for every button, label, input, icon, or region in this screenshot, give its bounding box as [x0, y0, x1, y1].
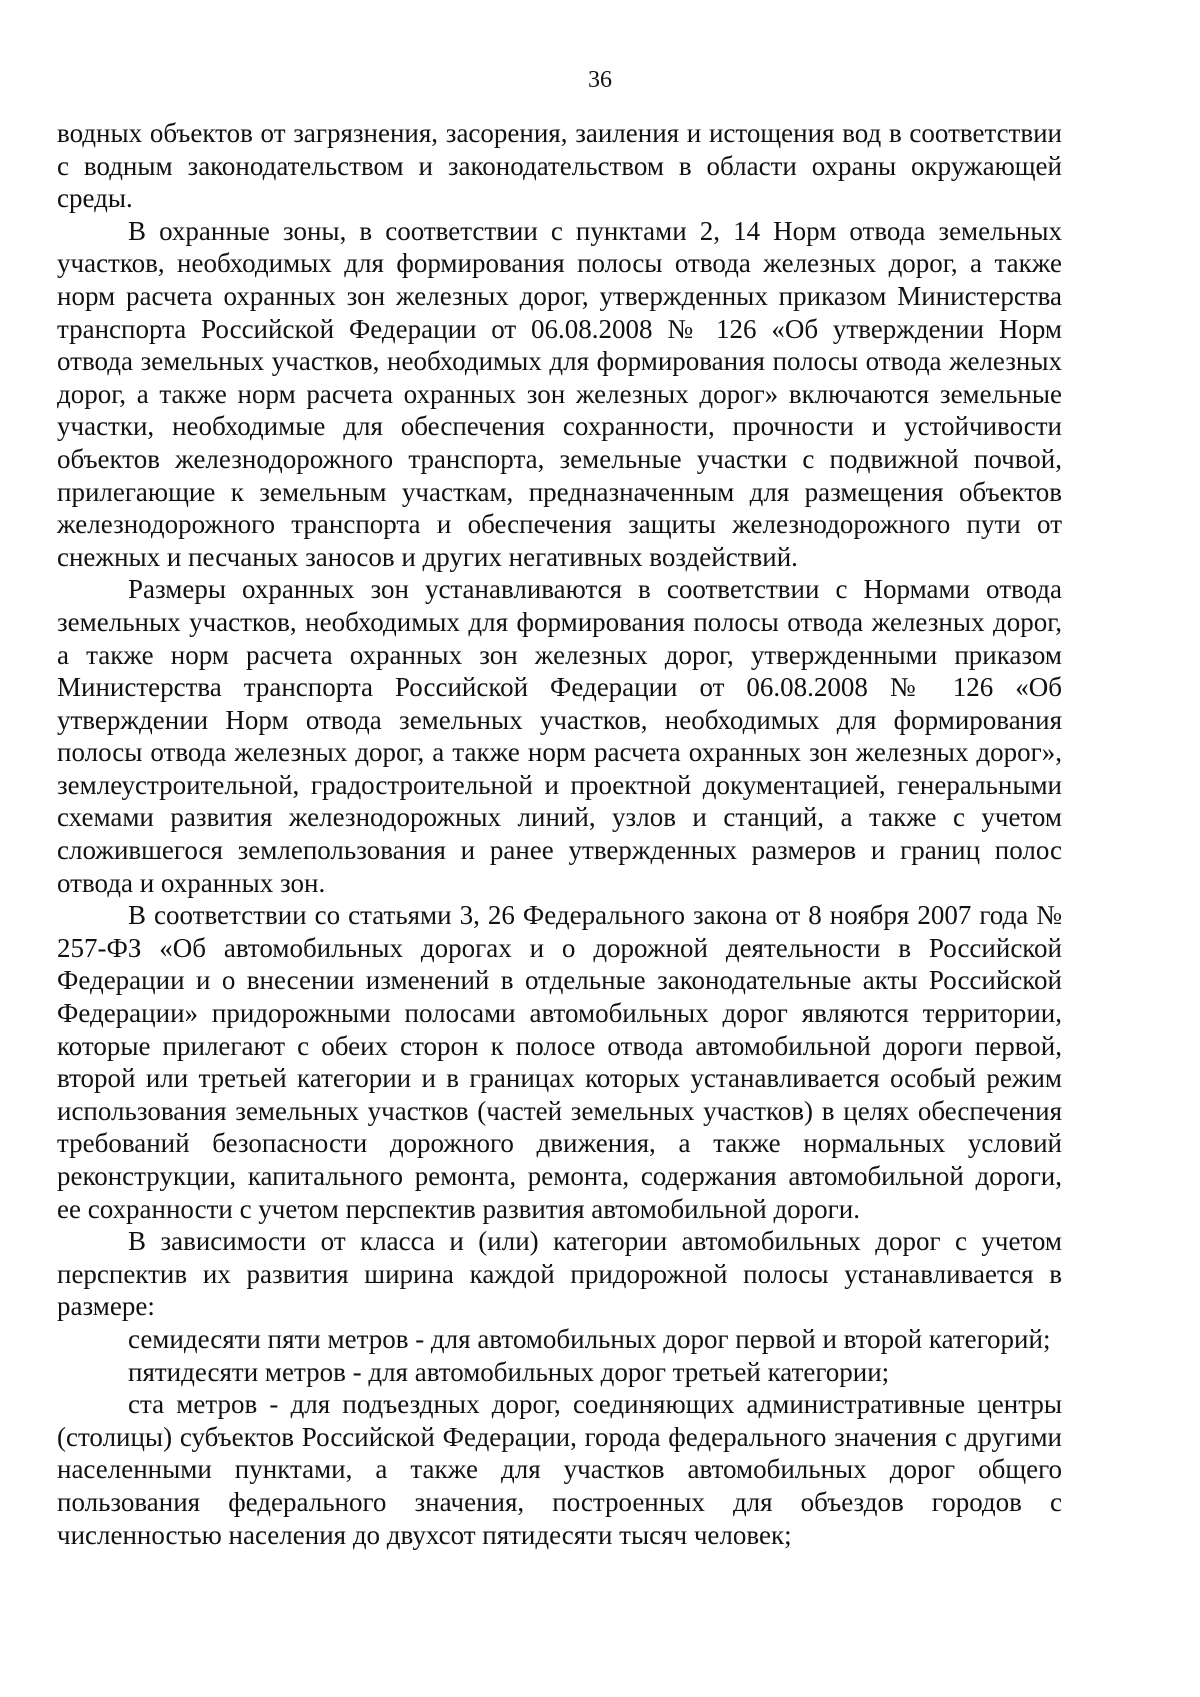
paragraph-protection-zone-sizes: Размеры охранных зон устанавливаются в соответствии с Нормами отвода земельных участков, необходимых для формирования полосы отвода железных дорог, а также норм расчета охранных зон железных дорог, утвержденными приказом Министерства транспорта Российской Федерации от 06.08.2008 № 126 «Об утверждении Норм отвода земельных участков, необходимых для формирования полосы отвода железных дорог, а также норм расчета охранных зон железных дорог», землеустроительной, градостроительной и проектной документацией, генеральными схемами развития железнодорожных линий, узлов и станций, а также с учетом сложившегося землепользования и ранее утвержденных размеров и границ полос отвода и охранных зон. [57, 574, 1062, 898]
document-body [57, 117, 1062, 1551]
list-item-hundred-meters: ста метров - для подъездных дорог, соединяющих административные центры (столицы) субъектов Российской Федерации, города федерального значения с другими населенными пунктами, а также для участков автомобильных дорог общего пользования федерального значения, построенных для объездов городов с численностью населения до двухсот пятидесяти тысяч человек; [57, 1389, 1062, 1550]
paragraph-railway-protection-zones: В охранные зоны, в соответствии с пунктами 2, 14 Норм отвода земельных участков, необходимых для формирования полосы отвода железных дорог, а также норм расчета охранных зон железных дорог, утвержденных приказом Министерства транспорта Российской Федерации от 06.08.2008 № 126 «Об утверждении Норм отвода земельных участков, необходимых для формирования полосы отвода железных дорог, а также норм расчета охранных зон железных дорог» включаются земельные участки, необходимые для обеспечения сохранности, прочности и устойчивости объектов железнодорожного транспорта, земельные участки с подвижной почвой, прилегающие к земельным участкам, предназначенным для размещения объектов железнодорожного транспорта и обеспечения защиты железнодорожного пути от снежных и песчаных заносов и других негативных воздействий. [57, 215, 1062, 572]
list-item-fifty-meters: пятидесяти метров - для автомобильных дорог третьей категории; [128, 1356, 890, 1387]
paragraph-roadside-strips-law: В соответствии со статьями 3, 26 Федерального закона от 8 ноября 2007 года № 257-ФЗ «Об автомобильных дорогах и о дорожной деятельности в Российской Федерации и о внесении изменений в отдельные законодательные акты Российской Федерации» придорожными полосами автомобильных дорог являются территории, которые прилегают с обеих сторон к полосе отвода автомобильной дороги первой, второй или третьей категории и в границах которых устанавливается особый режим использования земельных участков (частей земельных участков) в целях обеспечения требований безопасности дорожного движения, а также нормальных условий реконструкции, капитального ремонта, ремонта, содержания автомобильной дороги, ее сохранности с учетом перспектив развития автомобильной дороги. [57, 900, 1062, 1224]
page-number: 36 [588, 67, 612, 93]
paragraph-continuation: водных объектов от загрязнения, засорения, заиления и истощения вод в соответствии с водным законодательством и законодательством в области охраны окружающей среды. [57, 118, 1062, 214]
list-item-seventy-five-meters: семидесяти пяти метров - для автомобильных дорог первой и второй категорий; [128, 1323, 1051, 1354]
paragraph-strip-width-intro: В зависимости от класса и (или) категории автомобильных дорог с учетом перспектив их развития ширина каждой придорожной полосы устанавливается в размере: [57, 1226, 1062, 1322]
